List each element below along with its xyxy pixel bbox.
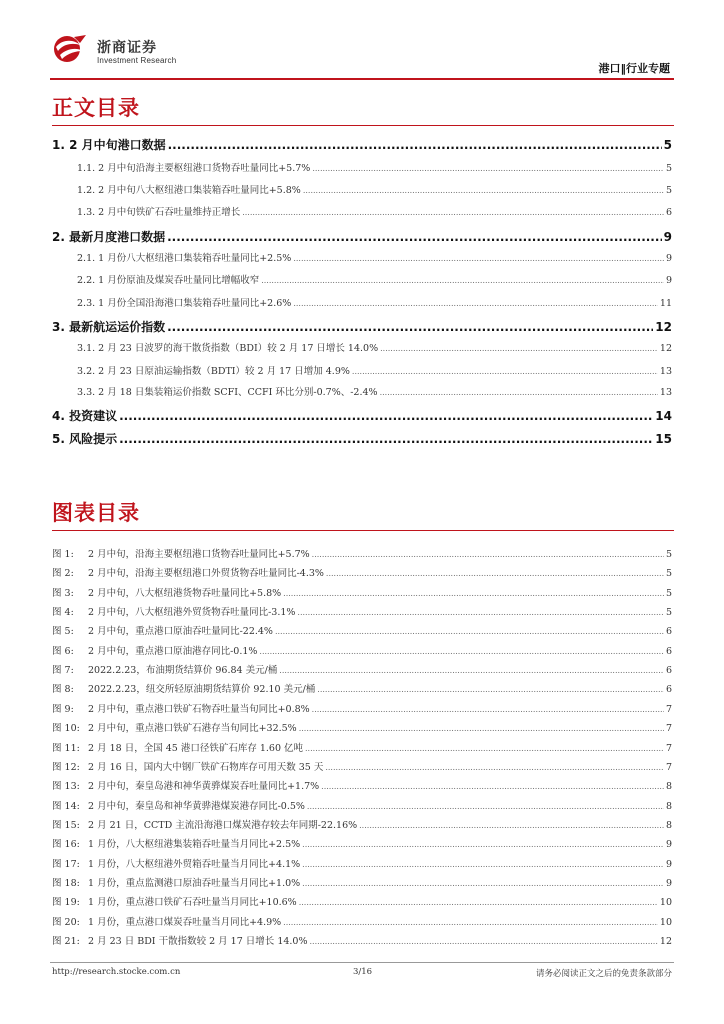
toc-subsection-page: 13 <box>659 366 672 377</box>
dot-leader <box>359 821 664 830</box>
footer-divider <box>50 962 674 963</box>
toc-chapter-text: 3. 最新航运运价指数 <box>52 320 166 334</box>
dot-leader <box>168 138 662 152</box>
figure-entry-label: 图 8: <box>52 684 74 696</box>
dot-leader <box>302 840 664 849</box>
figure-entry[interactable] <box>52 546 672 560</box>
toc-subsection[interactable] <box>77 384 672 398</box>
figure-entry-page: 6 <box>665 684 672 696</box>
figure-entry-page: 5 <box>665 587 672 599</box>
toc-subsection[interactable] <box>77 272 672 286</box>
figure-entry-label: 图 13: <box>52 781 80 793</box>
figure-entry-label: 图 12: <box>52 761 80 773</box>
toc-subsection[interactable] <box>77 340 672 354</box>
toc-subsection-text: 2.3. 1 月份全国沿海港口集装箱吞吐量同比+2.6% <box>77 298 292 309</box>
figure-entry-page: 8 <box>665 781 672 793</box>
toc-chapter-page: 15 <box>655 432 672 446</box>
figure-entry-page: 12 <box>659 936 672 947</box>
toc-title-divider <box>52 125 674 126</box>
figure-entry[interactable] <box>52 565 672 579</box>
page-number: 3/16 <box>353 967 373 977</box>
dot-leader <box>293 254 664 263</box>
toc-subsection-text: 1.2. 2 月中旬八大枢纽港口集装箱吞吐量同比+5.8% <box>77 185 301 196</box>
figure-entry[interactable] <box>52 875 672 889</box>
figure-entry-label: 图 19: <box>52 897 80 909</box>
figure-entry-label: 图 17: <box>52 858 80 870</box>
toc-chapter-text: 2. 最新月度港口数据 <box>52 230 166 244</box>
toc-chapter[interactable] <box>52 136 672 153</box>
dot-leader <box>302 860 664 869</box>
dot-leader <box>299 724 664 733</box>
figure-entry-text: 1 月份，重点港口铁矿石吞吐量当月同比+10.6% <box>88 897 297 909</box>
dot-leader <box>242 208 664 217</box>
figure-entry-text: 2 月中旬，秦皇岛和神华黄骅港煤炭港存同比-0.5% <box>88 800 305 812</box>
footer-disclaimer: 请务必阅读正文之后的免责条款部分 <box>535 969 672 979</box>
dot-leader <box>283 918 658 927</box>
dot-leader <box>326 569 664 578</box>
figure-entry-label: 图 9: <box>52 703 74 715</box>
figure-entry-page: 5 <box>665 568 672 580</box>
toc-subsection-page: 13 <box>659 387 672 398</box>
figure-entry-page: 8 <box>665 819 672 831</box>
figure-entry-text: 2 月中旬，重点港口原油港存同比-0.1% <box>88 645 258 657</box>
dot-leader <box>317 685 664 694</box>
dot-leader <box>307 802 664 811</box>
figure-entry-page: 6 <box>665 626 672 638</box>
toc-chapter-page: 5 <box>663 138 672 152</box>
toc-subsection[interactable] <box>77 250 672 264</box>
dot-leader <box>119 409 653 423</box>
figure-entry[interactable] <box>52 759 672 773</box>
dot-leader <box>302 879 664 888</box>
figure-entry-page: 8 <box>665 800 672 812</box>
figure-entry-text: 1 月份，八大枢纽港集装箱吞吐量当月同比+2.5% <box>88 839 301 851</box>
figure-entry-page: 7 <box>665 703 672 715</box>
toc-subsection-page: 12 <box>659 343 672 354</box>
figure-entry-label: 图 4: <box>52 607 74 619</box>
figure-entry-page: 5 <box>665 607 672 619</box>
figure-entry[interactable] <box>52 894 672 908</box>
dot-leader <box>312 550 664 559</box>
figure-entry-text: 2 月中旬，重点港口铁矿石港存当旬同比+32.5% <box>88 723 297 735</box>
toc-subsection[interactable] <box>77 182 672 196</box>
dot-leader <box>299 898 658 907</box>
toc-chapter[interactable] <box>52 318 672 335</box>
toc-subsection-text: 1.3. 2 月中旬铁矿石吞吐量维持正增长 <box>77 207 241 218</box>
brand-name-cn: 浙商证券 <box>97 40 157 56</box>
figure-entry-page: 5 <box>665 549 672 560</box>
toc-subsection-page: 9 <box>665 275 672 286</box>
figure-entry-text: 1 月份，重点港口煤炭吞吐量当月同比+4.9% <box>88 916 282 928</box>
figure-entry[interactable] <box>52 701 672 715</box>
page-header <box>50 33 674 78</box>
figure-entry-label: 图 14: <box>52 800 80 812</box>
dot-leader <box>293 299 658 308</box>
toc-chapter[interactable] <box>52 430 672 447</box>
brand-logo-icon <box>50 33 90 65</box>
figure-entry-text: 2 月中旬，八大枢纽港外贸货物吞吐量同比-3.1% <box>88 607 296 619</box>
figure-list-title: 图表目录 <box>52 501 140 525</box>
figure-entry[interactable] <box>52 778 672 792</box>
toc-chapter-text: 5. 风险提示 <box>52 432 118 446</box>
toc-subsection-text: 2.1. 1 月份八大枢纽港口集装箱吞吐量同比+2.5% <box>77 253 292 264</box>
figure-entry-text: 2 月中旬，重点港口铁矿石物吞吐量当旬同比+0.8% <box>88 703 310 715</box>
figure-entry-page: 9 <box>665 877 672 889</box>
figure-entry[interactable] <box>52 623 672 637</box>
toc-subsection-page: 9 <box>665 253 672 264</box>
figure-entry[interactable] <box>52 817 672 831</box>
figure-entry-page: 9 <box>665 858 672 870</box>
dot-leader <box>321 782 664 791</box>
dot-leader <box>312 164 664 173</box>
figure-entry-text: 2 月 21 日，CCTD 主流沿海港口煤炭港存较去年同期-22.16% <box>88 819 358 831</box>
toc-chapter-page: 9 <box>663 230 672 244</box>
dot-leader <box>261 276 664 285</box>
toc-subsection-text: 3.3. 2 月 18 日集装箱运价指数 SCFI、CCFI 环比分别-0.7%、-2.4% <box>77 387 378 398</box>
toc-subsection-page: 5 <box>665 163 672 174</box>
dot-leader <box>305 744 664 753</box>
toc-subsection-page: 5 <box>665 185 672 196</box>
figure-entry-label: 图 2: <box>52 568 74 580</box>
figure-entry[interactable] <box>52 914 672 928</box>
figure-entry-page: 6 <box>665 665 672 677</box>
toc-subsection[interactable] <box>77 295 672 309</box>
figure-entry[interactable] <box>52 720 672 734</box>
dot-leader <box>352 367 658 376</box>
figure-entry[interactable] <box>52 836 672 850</box>
toc-chapter-page: 14 <box>655 409 672 423</box>
dot-leader <box>259 647 664 656</box>
dot-leader <box>279 666 664 675</box>
figure-entry-text: 2 月 18 日，全国 45 港口径铁矿石库存 1.60 亿吨 <box>88 742 304 754</box>
figure-entry[interactable] <box>52 798 672 812</box>
figure-entry-page: 9 <box>665 839 672 851</box>
toc-subsection[interactable] <box>77 204 672 218</box>
figure-entry[interactable] <box>52 662 672 676</box>
figure-entry-label: 图 5: <box>52 626 74 638</box>
figure-entry-text: 2 月中旬，八大枢纽港货物吞吐量同比+5.8% <box>88 587 282 599</box>
figure-entry-text: 2 月 16 日，国内大中钢厂铁矿石物库存可用天数 35 天 <box>88 761 324 773</box>
figure-entry-label: 图 10: <box>52 723 80 735</box>
dot-leader <box>283 589 664 598</box>
figure-entry-page: 6 <box>665 645 672 657</box>
toc-chapter-text: 1. 2 月中旬港口数据 <box>52 138 166 152</box>
figure-entry[interactable] <box>52 585 672 599</box>
toc-title: 正文目录 <box>52 96 140 120</box>
figure-entry-label: 图 15: <box>52 819 80 831</box>
figure-entry-text: 2 月中旬，沿海主要枢纽港口货物吞吐量同比+5.7% <box>88 549 310 560</box>
figure-entry-text: 1 月份，八大枢纽港外贸箱吞吐量当月同比+4.1% <box>88 858 301 870</box>
toc-chapter[interactable] <box>52 407 672 424</box>
dot-leader <box>312 705 664 714</box>
toc-subsection-text: 3.1. 2 月 23 日波罗的海干散货指数（BDI）较 2 月 17 日增长 14.0% <box>77 343 379 354</box>
dot-leader <box>167 230 662 244</box>
figure-entry-page: 7 <box>665 742 672 754</box>
toc-chapter[interactable] <box>52 228 672 245</box>
figure-entry-label: 图 6: <box>52 645 74 657</box>
figure-entry[interactable] <box>52 856 672 870</box>
figure-entry[interactable] <box>52 604 672 618</box>
toc-subsection[interactable] <box>77 363 672 377</box>
figure-entry[interactable] <box>52 681 672 695</box>
figure-entry-label: 图 3: <box>52 587 74 599</box>
dot-leader <box>325 763 664 772</box>
dot-leader <box>380 344 658 353</box>
toc-chapter-text: 4. 投资建议 <box>52 409 118 423</box>
figure-entry-label: 图 20: <box>52 916 80 928</box>
figure-entry-label: 图 1: <box>52 549 74 560</box>
toc-chapter-page: 12 <box>655 320 672 334</box>
toc-subsection[interactable] <box>77 160 672 174</box>
toc-subsection-page: 6 <box>665 207 672 218</box>
dot-leader <box>275 627 664 636</box>
report-type-label: 港口‖行业专题 <box>598 62 670 75</box>
figure-entry-label: 图 21: <box>52 936 80 947</box>
figure-entry-text: 2022.2.23，布油期货结算价 96.84 美元/桶 <box>88 665 278 677</box>
figure-entry-text: 2 月 23 日 BDI 干散指数较 2 月 17 日增长 14.0% <box>88 936 308 947</box>
toc-subsection-text: 2.2. 1 月份原油及煤炭吞吐量同比增幅收窄 <box>77 275 260 286</box>
brand-name-en: Investment Research <box>97 56 177 65</box>
figure-entry-text: 2 月中旬，沿海主要枢纽港口外贸货物吞吐量同比-4.3% <box>88 568 324 580</box>
figure-entry-text: 1 月份，重点监测港口原油吞吐量当月同比+1.0% <box>88 877 301 889</box>
header-divider <box>50 78 674 80</box>
dot-leader <box>297 608 664 617</box>
dot-leader <box>167 320 653 334</box>
figure-list-title-divider <box>52 530 674 531</box>
figure-entry[interactable] <box>52 643 672 657</box>
figure-entry-label: 图 7: <box>52 665 74 677</box>
figure-entry-text: 2 月中旬，重点港口原油吞吐量同比-22.4% <box>88 626 273 638</box>
toc-subsection-text: 3.2. 2 月 23 日原油运输指数（BDTI）较 2 月 17 日增加 4.9% <box>77 366 350 377</box>
figure-entry-page: 7 <box>665 723 672 735</box>
figure-entry-text: 2022.2.23，纽交所轻原油期货结算价 92.10 美元/桶 <box>88 684 316 696</box>
figure-entry[interactable] <box>52 740 672 754</box>
figure-entry[interactable] <box>52 933 672 947</box>
figure-entry-label: 图 18: <box>52 877 80 889</box>
footer-url[interactable]: http://research.stocke.com.cn <box>52 967 181 977</box>
dot-leader <box>119 432 653 446</box>
toc-subsection-page: 11 <box>659 298 672 309</box>
figure-entry-page: 7 <box>665 761 672 773</box>
dot-leader <box>380 388 658 397</box>
figure-entry-page: 10 <box>659 897 672 909</box>
dot-leader <box>310 937 658 946</box>
toc-subsection-text: 1.1. 2 月中旬沿海主要枢纽港口货物吞吐量同比+5.7% <box>77 163 311 174</box>
figure-entry-label: 图 11: <box>52 742 80 754</box>
figure-entry-page: 10 <box>659 916 672 928</box>
figure-entry-label: 图 16: <box>52 839 80 851</box>
dot-leader <box>303 186 664 195</box>
figure-entry-text: 2 月中旬，秦皇岛港和神华黄骅煤炭吞吐量同比+1.7% <box>88 781 320 793</box>
